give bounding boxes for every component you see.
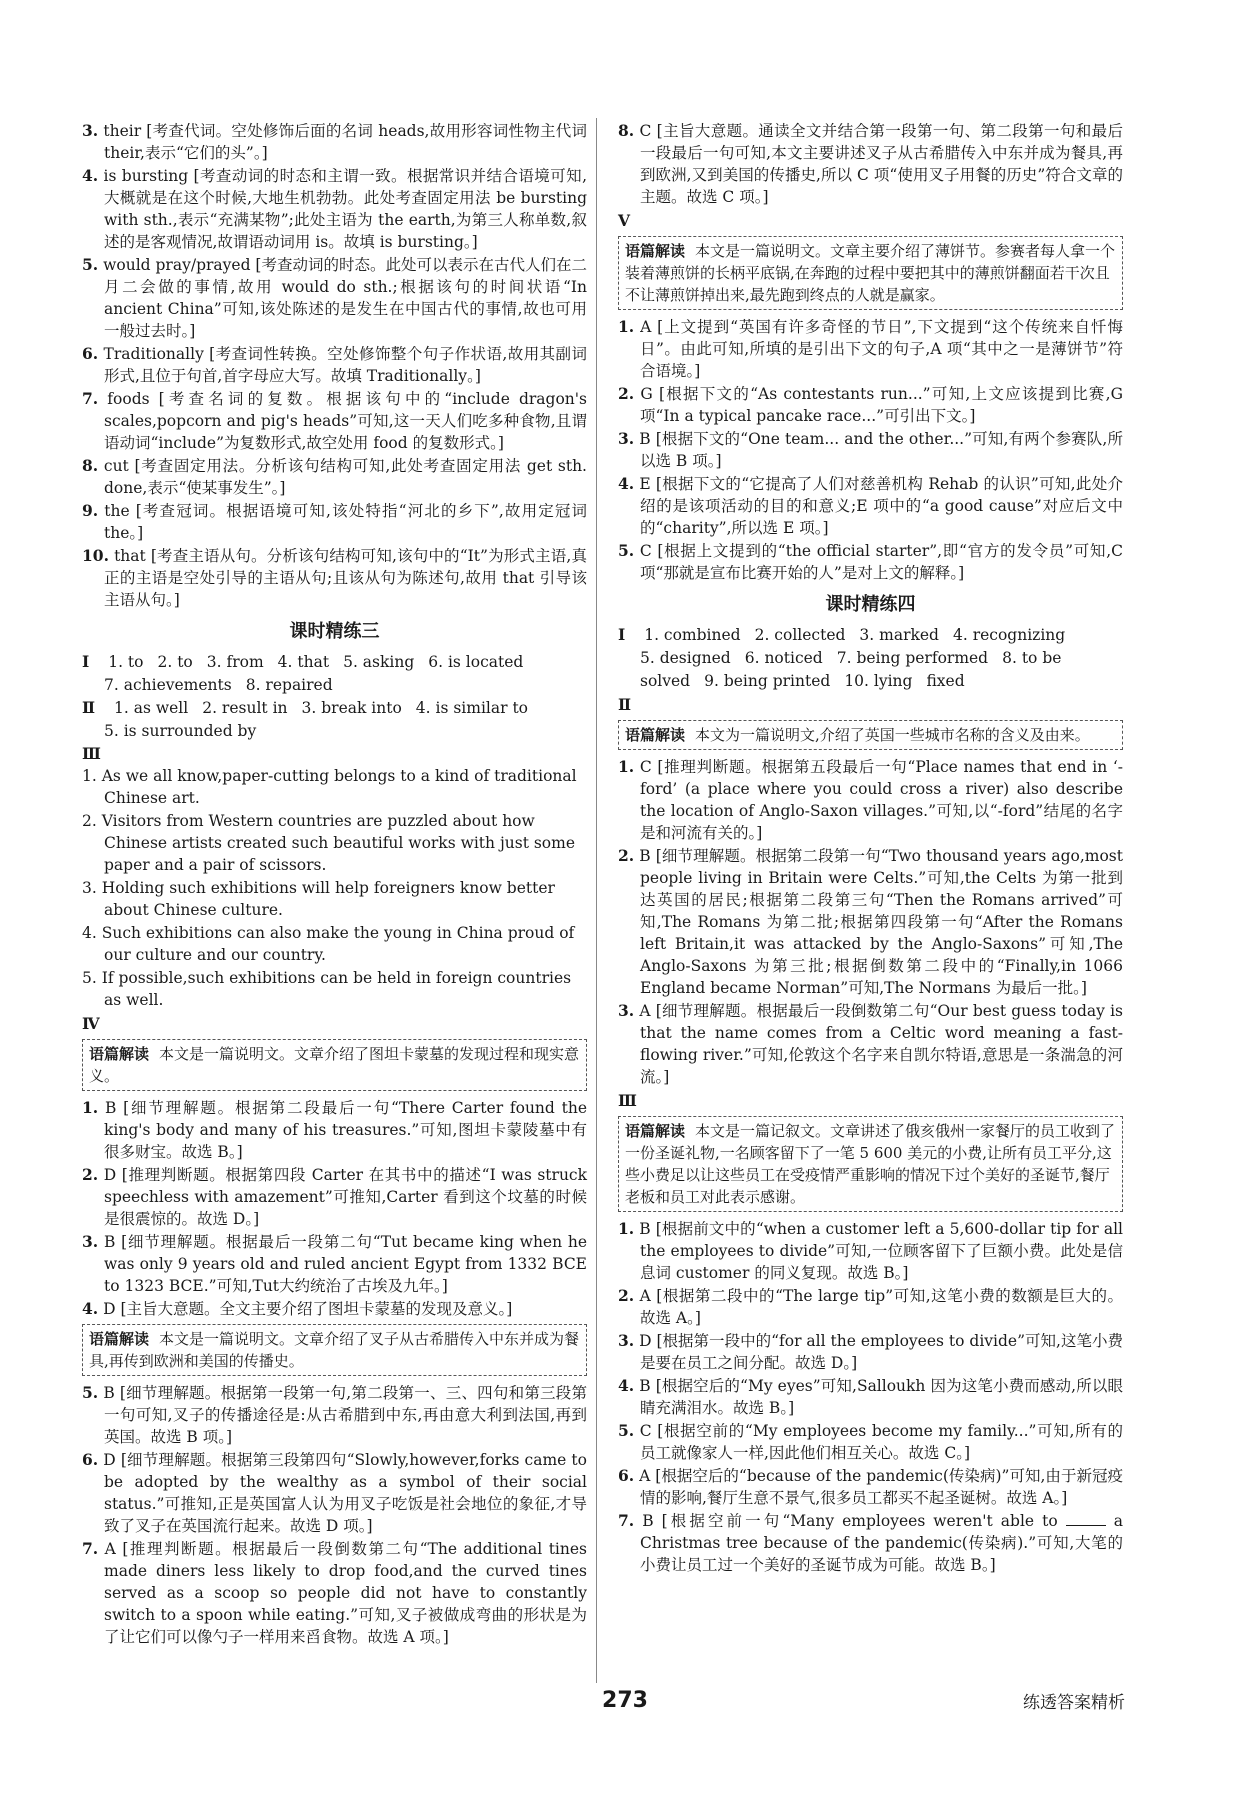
answer-item xyxy=(618,1330,1123,1374)
item-text: B [细节理解题。根据最后一段第二句“Tut became king when he was only 9 years old and ruled ancient Egypt from 1332 BCE to 1323 BCE.”可知,Tut大约统治了古埃及九年。] xyxy=(103,1233,587,1295)
translation-sentence: 4. Such exhibitions can also make the young in China proud of our culture and our country. xyxy=(82,924,575,964)
item-text: B [细节理解题。根据第二段第一句“Two thousand years ago,most people living in Britain were Celts.”可知,the Celts 为第一批到达英国的居民;根据第二段第三句“Then the Romans arrived”可知,The Romans 为第二批;根据第四段第一句“After the Romans left Britain,it was attacked by the Anglo-Saxons”可知,The Anglo-Saxons 为第三批;根据倒数第二段中的“Finally,in 1066 England became Norman”可知,The Normans 为最后一批。] xyxy=(639,847,1123,997)
right-column xyxy=(618,120,1123,1577)
item-text: D [推理判断题。根据第四段 Carter 在其书中的描述“I was struck speechless with amazement”可推知,Carter 看到这个坟墓的时候是很震惊的。故选 D。] xyxy=(103,1166,588,1228)
item-text: B [细节理解题。根据第一段第一句,第二段第一、三、四句和第三段第一句可知,叉子的传播途径是:从古希腊到中东,再由意大利到法国,再到英国。故选 B 项。] xyxy=(103,1384,587,1446)
sec4-part-i-row2 xyxy=(618,647,1123,669)
answer-item xyxy=(82,254,587,342)
item-text: B [根据下文的“One team... and the other...”可知,有两个参赛队,所以选 B 项。] xyxy=(639,430,1123,470)
item-text: A [细节理解题。根据最后一段倒数第二句“Our best guess today is that the name comes from a Celtic word meaning a fast-flowing river.”可知,伦敦这个名字来自凯尔特语,意思是一条湍急的河流。] xyxy=(639,1002,1123,1086)
item-number: 4. xyxy=(82,166,99,185)
roman-ii: Ⅱ xyxy=(618,695,632,714)
answer-item xyxy=(618,316,1123,382)
left-top-items xyxy=(82,120,587,611)
answer-item xyxy=(82,1097,587,1163)
sec4-part-i-row3 xyxy=(618,670,1123,692)
answer-word: 10. lying xyxy=(844,672,913,690)
answer-item xyxy=(82,1538,587,1648)
answer-word: 5. designed xyxy=(640,649,731,667)
reading-analysis-box xyxy=(618,720,1123,750)
answer-word: 9. being printed xyxy=(704,672,831,690)
answer-word: 2. to xyxy=(157,653,193,671)
item-number: 7. xyxy=(82,389,99,408)
item-number: 5. xyxy=(82,255,99,274)
item-number: 2. xyxy=(82,1165,99,1184)
item-text: foods [考查名词的复数。根据该句中的“include dragon's scales,popcorn and pig's heads”可知,这一天人们吃多种食物,且谓语动词“include”为复数形式,故空处用 food 的复数形式。] xyxy=(104,390,587,452)
roman-i: Ⅰ xyxy=(618,625,626,644)
right-top-items xyxy=(618,120,1123,208)
reading-tag: 语篇解读 xyxy=(89,1330,150,1348)
answer-word: 1. combined xyxy=(644,626,741,644)
answer-word: 7. being performed xyxy=(836,649,989,667)
item-text: their [考查代词。空处修饰后面的名词 heads,故用形容词性物主代词 their,表示“它们的头”。] xyxy=(103,122,587,162)
sec3-part-ii-row2 xyxy=(82,720,587,742)
item-text: E [根据下文的“它提高了人们对慈善机构 Rehab 的认识”可知,此处介绍的是该项活动的目的和意义;E 项中的“a good cause”对应后文中的“charity”,所以选 E 项。] xyxy=(639,475,1123,537)
item-text: B [根据前文中的“when a customer left a 5,600-dollar tip for all the employees to divide”可知,一位顾客留下了巨额小费。此处是信息词 customer 的同义复现。故选 B。] xyxy=(639,1220,1123,1282)
answer-word: 5. is surrounded by xyxy=(104,722,257,740)
answer-item xyxy=(618,1218,1123,1284)
reading-analysis-box xyxy=(618,1116,1123,1212)
item-text: a Christmas tree because of the pandemic(传染病).”可知,大笔的小费让员工过一个美好的圣诞节成为可能。故选 B。] xyxy=(640,1512,1123,1574)
item-text: D [根据第一段中的“for all the employees to divide”可知,这笔小费是要在员工之间分配。故选 D。] xyxy=(639,1332,1123,1372)
translation-sentence: 2. Visitors from Western countries are puzzled about how Chinese artists created such beautiful works with just some paper and a pair of scissors. xyxy=(82,812,576,874)
item-text: A [推理判断题。根据最后一段倒数第二句“The additional tines made diners less likely to drop food,and the curved tines served as a scoop so people did not have to constantly switch to a spoon while eating.”可知,叉子被做成弯曲的形状是为了让它们可以像勺子一样用来舀食物。故选 A 项。] xyxy=(104,1540,587,1646)
answer-item xyxy=(618,120,1123,208)
answer-item xyxy=(618,1285,1123,1329)
answer-item xyxy=(618,473,1123,539)
item-number: 4. xyxy=(618,474,635,493)
answer-item xyxy=(82,388,587,454)
item-number: 6. xyxy=(82,344,99,363)
item-text: G [根据下文的“As contestants run...”可知,上文应该提到比赛,G 项“In a typical pancake race...”可引出下文。] xyxy=(640,385,1123,425)
roman-ii: Ⅱ xyxy=(82,698,96,717)
item-number: 3. xyxy=(618,1331,635,1350)
item-number: 7. xyxy=(618,1511,635,1530)
item-number: 5. xyxy=(618,1421,635,1440)
item-number: 2. xyxy=(618,384,635,403)
reading-text: 本文是一篇说明文。文章介绍了叉子从古希腊传入中东并成为餐具,再传到欧洲和美国的传播史。 xyxy=(89,1330,580,1370)
answer-word: 3. from xyxy=(206,653,264,671)
item-number: 8. xyxy=(618,121,635,140)
item-text: B [根据空前一句“Many employees weren't able to xyxy=(642,1512,1058,1530)
item-text: C [主旨大意题。通读全文并结合第一段第一句、第二段第一句和最后一段最后一句可知,本文主要讲述叉子从古希腊传入中东并成为餐具,再到欧洲,又到美国的传播史,所以 C 项“使用叉子用餐的历史”符合文章的主题。故选 C 项。] xyxy=(639,122,1123,206)
item-text: D [主旨大意题。全文主要介绍了图坦卡蒙墓的发现及意义。] xyxy=(103,1300,513,1318)
item-number: 1. xyxy=(618,317,635,336)
answer-item xyxy=(618,1375,1123,1419)
item-number: 6. xyxy=(618,1466,635,1485)
answer-word: 7. achievements xyxy=(104,676,232,694)
item-number: 6. xyxy=(82,1450,99,1469)
answer-item xyxy=(618,1465,1123,1509)
page-number: 273 xyxy=(602,1688,648,1713)
item-text: C [根据上文提到的“the official starter”,即“官方的发令员”可知,C 项“那就是宣布比赛开始的人”是对上文的解释。] xyxy=(639,542,1124,582)
item-number: 3. xyxy=(618,429,635,448)
reading-tag: 语篇解读 xyxy=(89,1045,150,1063)
answer-item xyxy=(82,1164,587,1230)
roman-v: Ⅴ xyxy=(618,211,631,230)
item-number: 10. xyxy=(82,546,109,565)
answer-item xyxy=(618,1000,1123,1088)
answer-item xyxy=(82,165,587,253)
answer-word: 8. repaired xyxy=(245,676,333,694)
item-text: D [细节理解题。根据第三段第四句“Slowly,however,forks came to be adopted by the wealthy as a symbol of their social status.”可推知,正是英国富人认为用叉子吃饭是社会地位的象征,才导致了叉子在英国流行起来。故选 D 项。] xyxy=(103,1451,587,1535)
roman-iv: Ⅳ xyxy=(82,1014,100,1033)
reading-text: 本文是一篇记叙文。文章讲述了俄亥俄州一家餐厅的员工收到了一份圣诞礼物,一名顾客留下了一笔 5 600 美元的小费,让所有员工平分,这些小费足以让这些员工在受疫情严重影响的情况下过个美好的圣诞节,餐厅老板和员工对此表示感谢。 xyxy=(625,1122,1116,1206)
roman-iii: Ⅲ xyxy=(82,744,101,763)
item-number: 4. xyxy=(618,1376,635,1395)
answer-item xyxy=(618,428,1123,472)
roman-i: Ⅰ xyxy=(82,652,90,671)
answer-word: 8. to be xyxy=(1002,649,1062,667)
item-text: cut [考查固定用法。分析该句结构可知,此处考查固定用法 get sth. done,表示“使某事发生”。] xyxy=(103,457,587,497)
answer-word: 4. is similar to xyxy=(415,699,529,717)
item-text: B [根据空后的“My eyes”可知,Salloukh 因为这笔小费而感动,所以眼睛充满泪水。故选 B。] xyxy=(639,1377,1123,1417)
item-text: A [根据第二段中的“The large tip”可知,这笔小费的数额是巨大的。故选 A。] xyxy=(639,1287,1123,1327)
iv-items-b xyxy=(82,1382,587,1648)
answer-item xyxy=(82,120,587,164)
answer-item xyxy=(618,1510,1123,1576)
answer-word: 1. as well xyxy=(114,699,189,717)
item-number: 5. xyxy=(82,1383,99,1402)
column-divider xyxy=(596,118,597,1683)
section-title-three: 课时精练三 xyxy=(289,621,380,642)
answer-item xyxy=(82,1449,587,1537)
reading-text: 本文是一篇说明文。文章主要介绍了薄饼节。参赛者每人拿一个装着薄煎饼的长柄平底锅,在奔跑的过程中要把其中的薄煎饼翻面若干次且不让薄煎饼掉出来,最先跑到终点的人就是赢家。 xyxy=(625,242,1116,304)
sec3-part-iii xyxy=(82,743,587,1011)
roman-iii: Ⅲ xyxy=(618,1091,637,1110)
item-number: 1. xyxy=(618,1219,635,1238)
answer-word: 3. break into xyxy=(301,699,402,717)
sec3-part-ii xyxy=(82,697,587,719)
item-text: is bursting [考查动词的时态和主谓一致。根据常识并结合语境可知,大概就是在这个时候,大地生机勃勃。此处考查固定用法 be bursting with sth.,表示“充满某物”;此处主语为 the earth,为第三人称单数,叙述的是客观情况,故谓语动词用 is。故填 is bursting。] xyxy=(103,167,587,251)
answer-item xyxy=(82,343,587,387)
item-text: A [根据空后的“because of the pandemic(传染病)”可知,由于新冠疫情的影响,餐厅生意不景气,很多员工都买不起圣诞树。故选 A。] xyxy=(639,1467,1123,1507)
answer-item xyxy=(82,1382,587,1448)
answer-item xyxy=(82,1298,587,1320)
answer-word: 6. noticed xyxy=(744,649,823,667)
item-number: 2. xyxy=(618,846,635,865)
reading-analysis-box xyxy=(618,236,1123,310)
answer-item xyxy=(82,455,587,499)
answer-item xyxy=(82,545,587,611)
item-text: C [推理判断题。根据第五段最后一句“Place names that end in ‘-ford’ (a place where you could cross a river) also describe the location of Anglo-Saxon villages.”可知,以“-ford”结尾的名字是和河流有关的。] xyxy=(639,758,1123,842)
answer-word: 3. marked xyxy=(859,626,939,644)
item-number: 2. xyxy=(618,1286,635,1305)
item-text: B [细节理解题。根据第二段最后一句“There Carter found the king's body and many of his treasures.”可知,图坦卡蒙陵墓中有很多财宝。故选 B。] xyxy=(104,1099,587,1161)
answer-word: fixed xyxy=(926,672,965,690)
answer-word: 4. that xyxy=(277,653,330,671)
section-title-four: 课时精练四 xyxy=(825,594,916,615)
item-number: 9. xyxy=(82,501,99,520)
sec3-part-i xyxy=(82,651,587,673)
answer-item xyxy=(618,756,1123,844)
answer-word: 2. result in xyxy=(202,699,288,717)
item-text: C [根据空前的“My employees become my family...”可知,所有的员工就像家人一样,因此他们相互关心。故选 C。] xyxy=(639,1422,1123,1462)
reading-tag: 语篇解读 xyxy=(625,726,686,744)
reading-analysis-box xyxy=(82,1324,587,1376)
iv-items-a xyxy=(82,1097,587,1320)
ii-items xyxy=(618,756,1123,1088)
answer-item xyxy=(618,1420,1123,1464)
answer-item xyxy=(618,540,1123,584)
v-items xyxy=(618,316,1123,584)
reading-tag: 语篇解读 xyxy=(625,1122,686,1140)
item-text: Traditionally [考查词性转换。空处修饰整个句子作状语,故用其副词形式,且位于句首,首字母应大写。故填 Traditionally。] xyxy=(103,345,587,385)
translation-sentence: 3. Holding such exhibitions will help foreigners know better about Chinese culture. xyxy=(82,879,555,919)
answer-word: 5. asking xyxy=(343,653,415,671)
item-text: the [考查冠词。根据语境可知,该处特指“河北的乡下”,故用定冠词 the。] xyxy=(104,502,587,542)
answer-item xyxy=(82,500,587,544)
item-number: 5. xyxy=(618,541,635,560)
answer-item xyxy=(618,845,1123,999)
translation-sentence: 5. If possible,such exhibitions can be held in foreign countries as well. xyxy=(82,969,572,1009)
reading-text: 本文是一篇说明文。文章介绍了图坦卡蒙墓的发现过程和现实意义。 xyxy=(89,1045,580,1085)
reading-analysis-box xyxy=(82,1039,587,1091)
answer-word: 2. collected xyxy=(754,626,846,644)
item-text: A [上文提到“英国有许多奇怪的节日”,下文提到“这个传统来自忏悔日”。由此可知,所填的是引出下文的句子,A 项“其中之一是薄饼节”符合语境。] xyxy=(640,318,1123,380)
iii-items xyxy=(618,1218,1123,1509)
item-number: 7. xyxy=(82,1539,99,1558)
answer-blank xyxy=(1066,1512,1106,1526)
sec3-part-i-row2 xyxy=(82,674,587,696)
item-number: 1. xyxy=(82,1098,99,1117)
answer-item xyxy=(82,1231,587,1297)
reading-text: 本文为一篇说明文,介绍了英国一些城市名称的含义及由来。 xyxy=(695,726,1090,744)
translation-sentence: 1. As we all know,paper-cutting belongs to a kind of traditional Chinese art. xyxy=(82,767,577,807)
item-number: 3. xyxy=(82,1232,99,1251)
answer-word: 6. is located xyxy=(428,653,524,671)
footer-title: 练透答案精析 xyxy=(1023,1693,1125,1713)
item-number: 3. xyxy=(618,1001,635,1020)
item-text: would pray/prayed [考查动词的时态。此处可以表示在古代人们在二月二会做的事情,故用 would do sth.;根据该句的时间状语“In ancient China”可知,该处陈述的是发生在中国古代的事情,故也可用一般过去时。] xyxy=(103,256,587,340)
reading-tag: 语篇解读 xyxy=(625,242,686,260)
answer-item xyxy=(618,383,1123,427)
item-number: 8. xyxy=(82,456,99,475)
answer-word: solved xyxy=(640,672,691,690)
item-number: 3. xyxy=(82,121,99,140)
item-text: that [考查主语从句。分析该句结构可知,该句中的“It”为形式主语,真正的主语是空处引导的主语从句;且该从句为陈述句,故用 that 引导该主语从句。] xyxy=(104,547,587,609)
sec4-part-i xyxy=(618,624,1123,646)
left-column xyxy=(82,120,587,1649)
item-number: 1. xyxy=(618,757,635,776)
answer-word: 1. to xyxy=(108,653,144,671)
item-number: 4. xyxy=(82,1299,99,1318)
answer-word: 4. recognizing xyxy=(952,626,1066,644)
